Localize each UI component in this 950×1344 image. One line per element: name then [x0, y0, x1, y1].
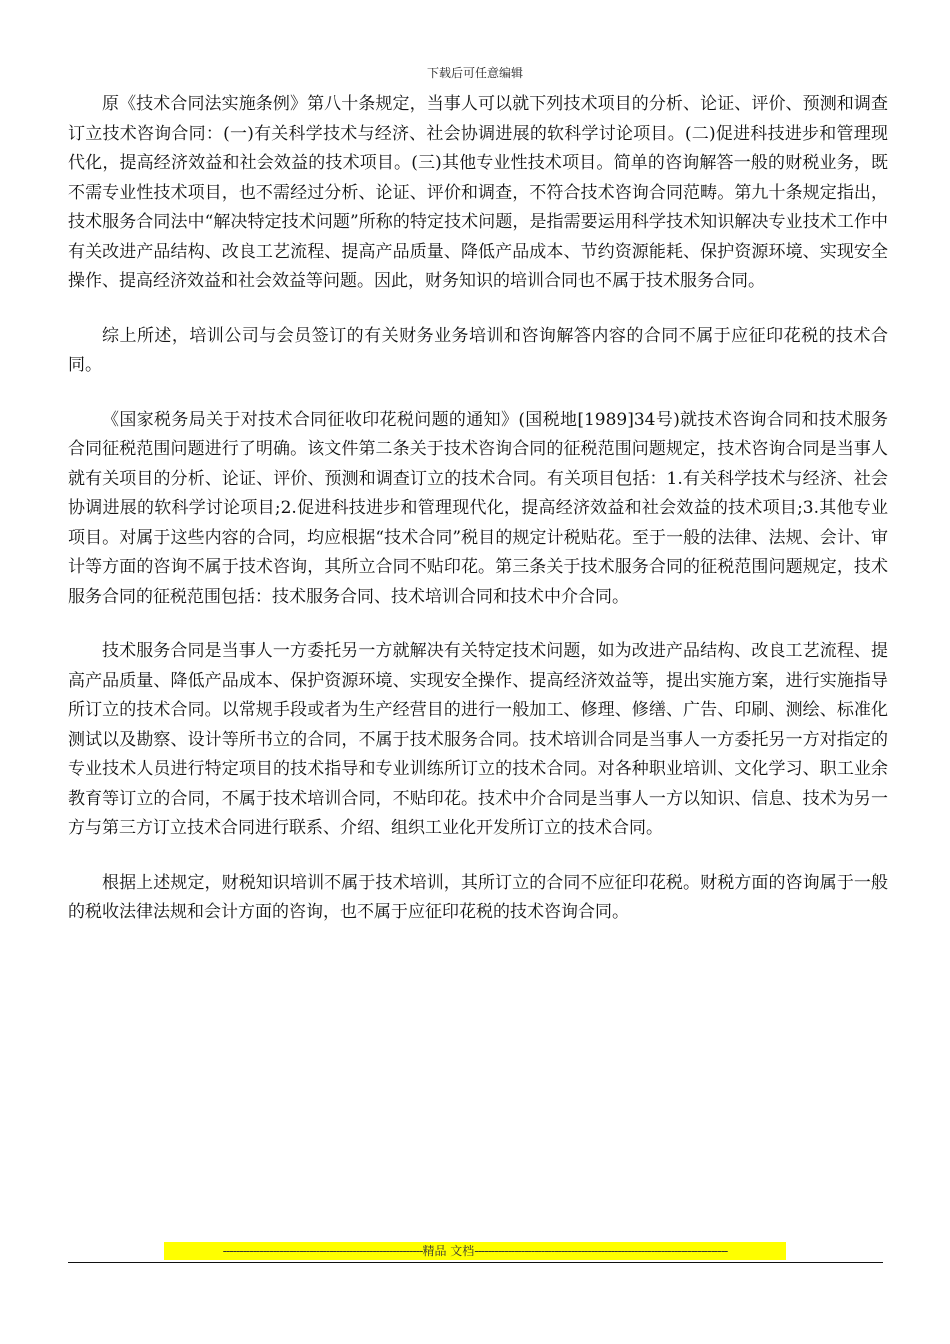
paragraph-4: 技术服务合同是当事人一方委托另一方就解决有关特定技术问题，如为改进产品结构、改良工艺流程、提高产品质量、降低产品成本、保护资源环境、实现安全操作、提高经济效益等，提出实施方案，进行实施指导所订立的技术合同。以常规手段或者为生产经营目的进行一般加工、修理、修缮、广告、印刷、测绘、标准化测试以及勘察、设计等所书立的合同，不属于技术服务合同。技术培训合同是当事人一方委托另一方对指定的专业技术人员进行特定项目的技术指导和专业训练所订立的技术合同。对各种职业培训、文化学习、职工业余教育等订立的合同，不属于技术培训合同，不贴印花。技术中介合同是当事人一方以知识、信息、技术为另一方与第三方订立技术合同进行联系、介绍、组织工业化开发所订立的技术合同。 [68, 641, 888, 838]
footer-banner [164, 1242, 786, 1260]
document-body [68, 90, 888, 953]
paragraph-2: 综上所述，培训公司与会员签订的有关财务业务培训和咨询解答内容的合同不属于应征印花税的技术合同。 [68, 325, 888, 375]
paragraph-1: 原《技术合同法实施条例》第八十条规定，当事人可以就下列技术项目的分析、论证、评价、预测和调查订立技术咨询合同：(一)有关科学技术与经济、社会协调进展的软科学讨论项目。(二)促进科技进步和管理现代化，提高经济效益和社会效益的技术项目。(三)其他专业性技术项目。简单的咨询解答一般的财税业务，既不需专业性技术项目，也不需经过分析、论证、评价和调查，不符合技术咨询合同范畴。第九十条规定指出，技术服务合同法中“解决特定技术问题”所称的特定技术问题，是指需要运用科学技术知识解决专业技术工作中有关改进产品结构、改良工艺流程、提高产品质量、降低产品成本、节约资源能耗、保护资源环境、实现安全操作、提高经济效益和社会效益等问题。因此，财务知识的培训合同也不属于技术服务合同。 [68, 94, 888, 291]
footer-label: 精品 文档 [422, 1244, 475, 1258]
page-header: 下载后可任意编辑 [426, 66, 523, 80]
paragraph-3: 《国家税务局关于对技术合同征收印花税问题的通知》(国税地[1989]34号)就技术咨询合同和技术服务合同征税范围问题进行了明确。该文件第二条关于技术咨询合同的征税范围问题规定，技术咨询合同是当事人就有关项目的分析、论证、评价、预测和调查订立的技术合同。有关项目包括：1.有关科学技术与经济、社会协调进展的软科学讨论项目;2.促进科技进步和管理现代化，提高经济效益和社会效益的技术项目;3.其他专业项目。对属于这些内容的合同，均应根据“技术合同”税目的规定计税贴花。至于一般的法律、法规、会计、审计等方面的咨询不属于技术咨询，其所立合同不贴印花。第三条关于技术服务合同的征税范围问题规定，技术服务合同的征税范围包括：技术服务合同、技术培训合同和技术中介合同。 [68, 409, 888, 607]
footer-dashes-right: ---------------------------------------------------------------------------- [474, 1244, 728, 1258]
footer-divider [68, 1262, 883, 1263]
footer-dashes-left: ------------------------------------------------------------ [222, 1244, 423, 1258]
paragraph-5: 根据上述规定，财税知识培训不属于技术培训，其所订立的合同不应征印花税。财税方面的咨询属于一般的税收法律法规和会计方面的咨询，也不属于应征印花税的技术咨询合同。 [68, 872, 888, 922]
